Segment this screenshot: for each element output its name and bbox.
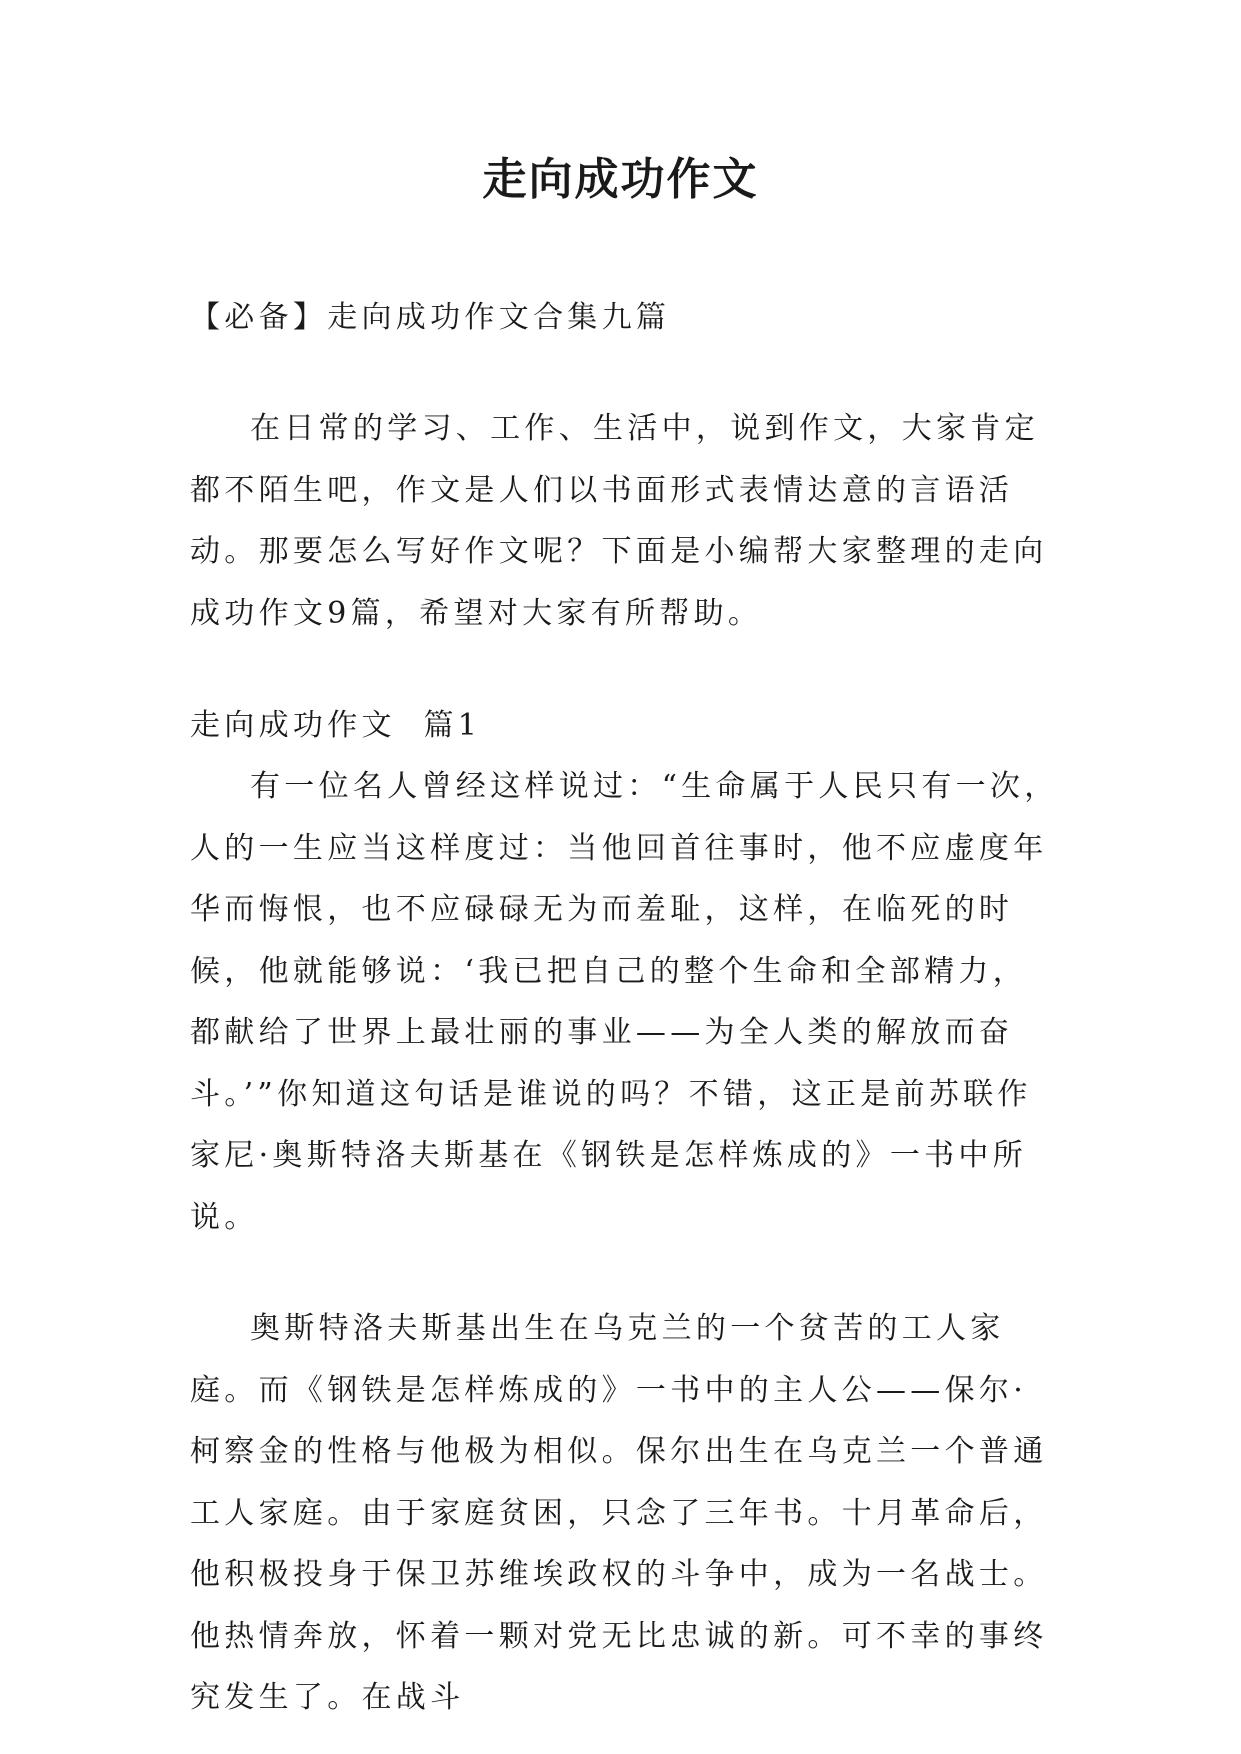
section-heading: 走向成功作文 篇1 bbox=[190, 708, 482, 743]
document-body bbox=[190, 288, 1060, 1729]
intro-paragraph: 在日常的学习、工作、生活中，说到作文，大家肯定都不陌生吧，作文是人们以书面形式表情达意的言语活动。那要怎么写好作文呢？下面是小编帮大家整理的走向成功作文9篇，希望对大家有所帮助。 bbox=[190, 411, 1048, 631]
body-paragraph: 奥斯特洛夫斯基出生在乌克兰的一个贫苦的工人家庭。而《钢铁是怎样炼成的》一书中的主人公——保尔·柯察金的性格与他极为相似。保尔出生在乌克兰一个普通工人家庭。由于家庭贫困，只念了三年书。十月革命后，他积极投身于保卫苏维埃政权的斗争中，成为一名战士。他热情奔放，怀着一颗对党无比忠诚的新。可不幸的事终究发生了。在战斗 bbox=[190, 1311, 1048, 1715]
document-subtitle: 【必备】走向成功作文合集九篇 bbox=[190, 300, 671, 335]
body-paragraph: 有一位名人曾经这样说过：“生命属于人民只有一次，人的一生应当这样度过：当他回首往事时，他不应虚度年华而悔恨，也不应碌碌无为而羞耻，这样，在临死的时候，他就能够说：‘我已把自己的整个生命和全部精力，都献给了世界上最壮丽的事业——为全人类的解放而奋斗。’”你知道这句话是谁说的吗？不错，这正是前苏联作家尼·奥斯特洛夫斯基在《钢铁是怎样炼成的》一书中所说。 bbox=[190, 769, 1059, 1235]
document-title: 走向成功作文 bbox=[482, 154, 759, 205]
